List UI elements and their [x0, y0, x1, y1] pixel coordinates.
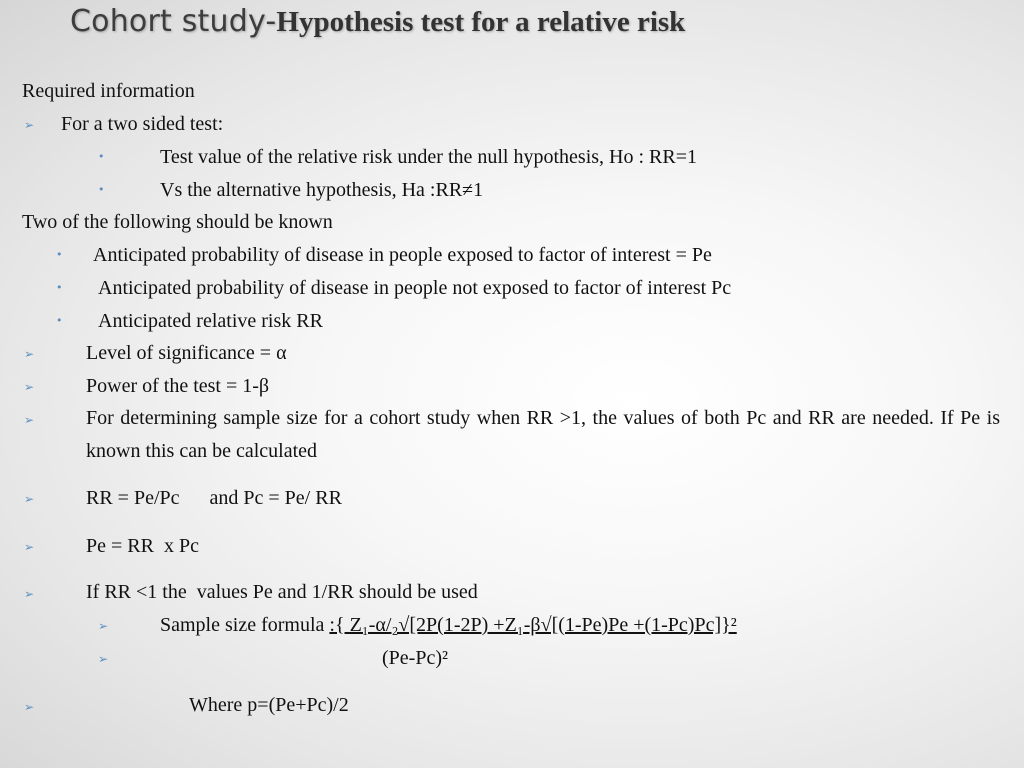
arrow-bullet-icon: ➢ [24, 700, 35, 714]
arrow-bullet-icon: ➢ [24, 118, 35, 132]
dot-bullet-icon: • [56, 281, 63, 294]
alternative-item: Vs the alternative hypothesis, Ha :RR≠1 [160, 179, 484, 201]
arrow-bullet-icon: ➢ [24, 380, 35, 394]
required-info-heading: Required information [22, 80, 195, 102]
arrow-bullet-icon: ➢ [24, 347, 35, 361]
significance-item: Level of significance = α [86, 342, 287, 364]
arrow-bullet-icon: ➢ [24, 587, 35, 601]
sample-size-formula: :{ Z₁-α/₂√[2P(1-2P) +Z₁-β√[(1-Pe)Pe +(1-Pc)Pc]}² [329, 614, 737, 636]
dot-bullet-icon: • [56, 248, 63, 261]
slide-title [70, 4, 685, 44]
title-part1: Cohort study- [70, 4, 277, 39]
where-p-item: Where p=(Pe+Pc)/2 [189, 694, 349, 716]
two-known-heading: Two of the following should be known [22, 211, 333, 233]
rr-formula: RR = Pe/Pc and Pc = Pe/ RR [86, 487, 342, 509]
if-rr-item: If RR <1 the values Pe and 1/RR should be used [86, 581, 478, 603]
dot-bullet-icon: • [98, 150, 105, 163]
pe-item: Anticipated probability of disease in people exposed to factor of interest = Pe [93, 244, 712, 266]
arrow-bullet-icon: ➢ [24, 413, 35, 427]
rr-item: Anticipated relative risk RR [98, 310, 323, 332]
formula-denominator: (Pe-Pc)² [382, 647, 448, 669]
test-value-item: Test value of the relative risk under the null hypothesis, Ho : RR=1 [160, 146, 698, 168]
arrow-bullet-icon: ➢ [98, 652, 109, 666]
pc-item: Anticipated probability of disease in people not exposed to factor of interest Pc [98, 277, 732, 299]
dot-bullet-icon: • [98, 183, 105, 196]
arrow-bullet-icon: ➢ [24, 540, 35, 554]
sample-size-label: Sample size formula [160, 614, 330, 636]
title-part2: Hypothesis test for a relative risk [276, 6, 686, 38]
power-item: Power of the test = 1-β [86, 375, 270, 397]
arrow-bullet-icon: ➢ [24, 492, 35, 506]
determining-paragraph: For determining sample size for a cohort study when RR >1, the values of both Pc and RR are needed. If Pe is known this can be calculated [86, 407, 1000, 462]
sample-size-line [160, 613, 737, 637]
dot-bullet-icon: • [56, 314, 63, 327]
pe-formula: Pe = RR x Pc [86, 535, 199, 557]
two-sided-test: For a two sided test: [61, 113, 224, 135]
arrow-bullet-icon: ➢ [98, 619, 109, 633]
